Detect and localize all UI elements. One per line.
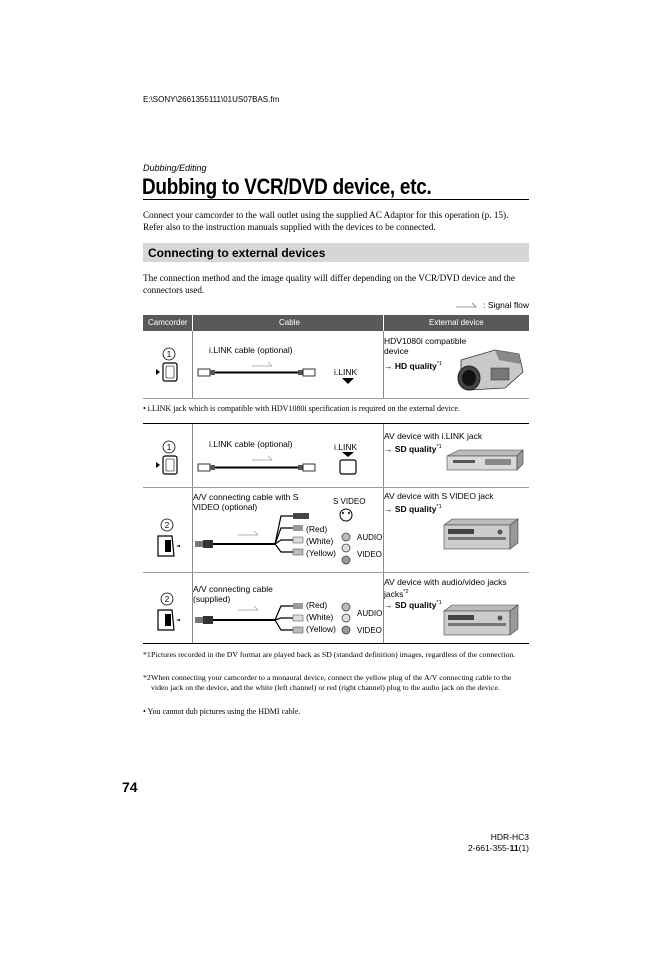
- subheading-bar: [143, 243, 529, 262]
- row1-cable-label: i.LINK cable (optional): [209, 345, 293, 355]
- row2-cable-label: i.LINK cable (optional): [209, 439, 293, 449]
- row3-plug-yellow: (Yellow): [306, 548, 336, 558]
- header-external-device: External device: [429, 318, 484, 327]
- header-cable: Cable: [279, 318, 300, 327]
- row4-plug-white: (White): [306, 612, 334, 622]
- footnote-1: [143, 650, 529, 670]
- row4-plug-red: (Red): [306, 600, 328, 610]
- row3-connector-label: S VIDEO: [333, 497, 366, 506]
- row4-quality: → SD quality$^{*1}$: [384, 599, 442, 610]
- footnote-2-text: When connecting your camcorder to a monaural device, connect the yellow plug of the A/V connecting cable to the video jack on the device, and the white (left channel) or red (right channel) plug to the audio jack on the device.: [151, 673, 512, 692]
- intro-paragraph: Connect your camcorder to the wall outlet using the supplied AC Adaptor for this operation (p. 15). Refer also to the instruction manuals supplied with the devices to be connected.: [143, 210, 509, 232]
- page-number: 74: [122, 779, 138, 795]
- row3-video-label: VIDEO: [357, 550, 382, 559]
- vcr-device-image-1: [440, 517, 520, 551]
- vcr-device-image-2: [440, 603, 520, 637]
- ilink-av-device-image: [445, 448, 525, 472]
- row2-connector-label: i.LINK: [334, 442, 358, 452]
- hdv-camcorder-image: [455, 338, 527, 396]
- footnote-2-mark: *2: [143, 673, 151, 682]
- signal-flow-arrow-icon: [455, 301, 481, 309]
- header-camcorder: Camcorder: [148, 318, 188, 327]
- row3-bottom-line: [143, 572, 529, 573]
- rows-sep-b: [383, 423, 384, 643]
- footnote-1-text: Pictures recorded in the DV format are played back as SD (standard definition) images, regardless of the connection.: [151, 650, 516, 659]
- svg-text:2: 2: [164, 595, 170, 604]
- ilink-jack-icon: [338, 377, 358, 397]
- ilink-cable-icon-2: [195, 455, 325, 477]
- row3-device: AV device with S VIDEO jack: [384, 491, 494, 501]
- row3-plug-red: (Red): [306, 524, 328, 534]
- row3-plug-white: (White): [306, 536, 334, 546]
- svideo-jack-icon: [336, 506, 356, 576]
- row4-device: AV device with audio/video jacks: [384, 577, 507, 587]
- row2-quality: → SD quality$^{*1}$: [384, 443, 442, 454]
- subheading: Connecting to external devices: [148, 246, 326, 260]
- jack-number: 1: [166, 350, 172, 359]
- signal-flow-label: : Signal flow: [483, 300, 529, 310]
- title-rule: [143, 199, 529, 200]
- file-path-header: E:\SONY\2661355111\01US07BAS.fm: [143, 95, 280, 104]
- table-header: [143, 315, 529, 331]
- camcorder-av-jack-3-icon: [150, 518, 190, 560]
- row3-audio-label: AUDIO: [357, 533, 383, 542]
- ilink-jack-icon-2: [338, 452, 358, 476]
- row1-sep-a: [192, 331, 193, 398]
- row1-connector-label: i.LINK: [334, 367, 358, 377]
- row1-device: HDV1080i compatible device: [384, 336, 467, 356]
- svg-text:2: 2: [164, 521, 170, 530]
- row4-cable-label: A/V connecting cable (supplied): [193, 584, 273, 604]
- svg-text:1: 1: [166, 443, 172, 452]
- camcorder-jack-1-icon: [155, 347, 185, 387]
- section-label: Dubbing/Editing: [143, 163, 207, 173]
- row3-quality: → SD quality$^{*1}$: [384, 503, 442, 514]
- page-title: Dubbing to VCR/DVD device, etc.: [142, 174, 432, 199]
- av-jacks-icon: [336, 600, 356, 640]
- connection-note: The connection method and the image quality will differ depending on the VCR/DVD device and the connectors used.: [143, 273, 515, 295]
- row3-cable-label: A/V connecting cable with S VIDEO (optional): [193, 492, 299, 512]
- row1-bottom-line: [143, 398, 529, 399]
- av-cable-icon: [195, 602, 355, 642]
- hdmi-note: • You cannot dub pictures using the HDMI cable.: [143, 707, 301, 716]
- row2-bottom-line: [143, 487, 529, 488]
- ilink-note: • i.LINK jack which is compatible with HDV1080i specification is required on the external device.: [143, 404, 460, 413]
- row4-audio-label: AUDIO: [357, 609, 383, 618]
- model-code: 2-661-355-11(1): [468, 843, 529, 853]
- ilink-cable-icon: [195, 360, 325, 382]
- row2-top-line: [143, 423, 529, 424]
- camcorder-jack-2-icon: [155, 440, 185, 480]
- row1-quality: → HD quality$^{*1}$: [384, 360, 443, 371]
- model-name: HDR-HC3: [490, 832, 529, 842]
- row2-device: AV device with i.LINK jack: [384, 431, 483, 441]
- row4-plug-yellow: (Yellow): [306, 624, 336, 634]
- table-bottom-line: [143, 643, 529, 644]
- rows-sep-a: [192, 423, 193, 643]
- model-info: [468, 832, 529, 854]
- signal-flow-legend: [455, 300, 529, 310]
- row4-video-label: VIDEO: [357, 626, 382, 635]
- row4-device-suffix: jacks$^{*2}$: [384, 588, 409, 599]
- camcorder-av-jack-4-icon: [150, 592, 190, 634]
- footnote-1-mark: *1: [143, 650, 151, 659]
